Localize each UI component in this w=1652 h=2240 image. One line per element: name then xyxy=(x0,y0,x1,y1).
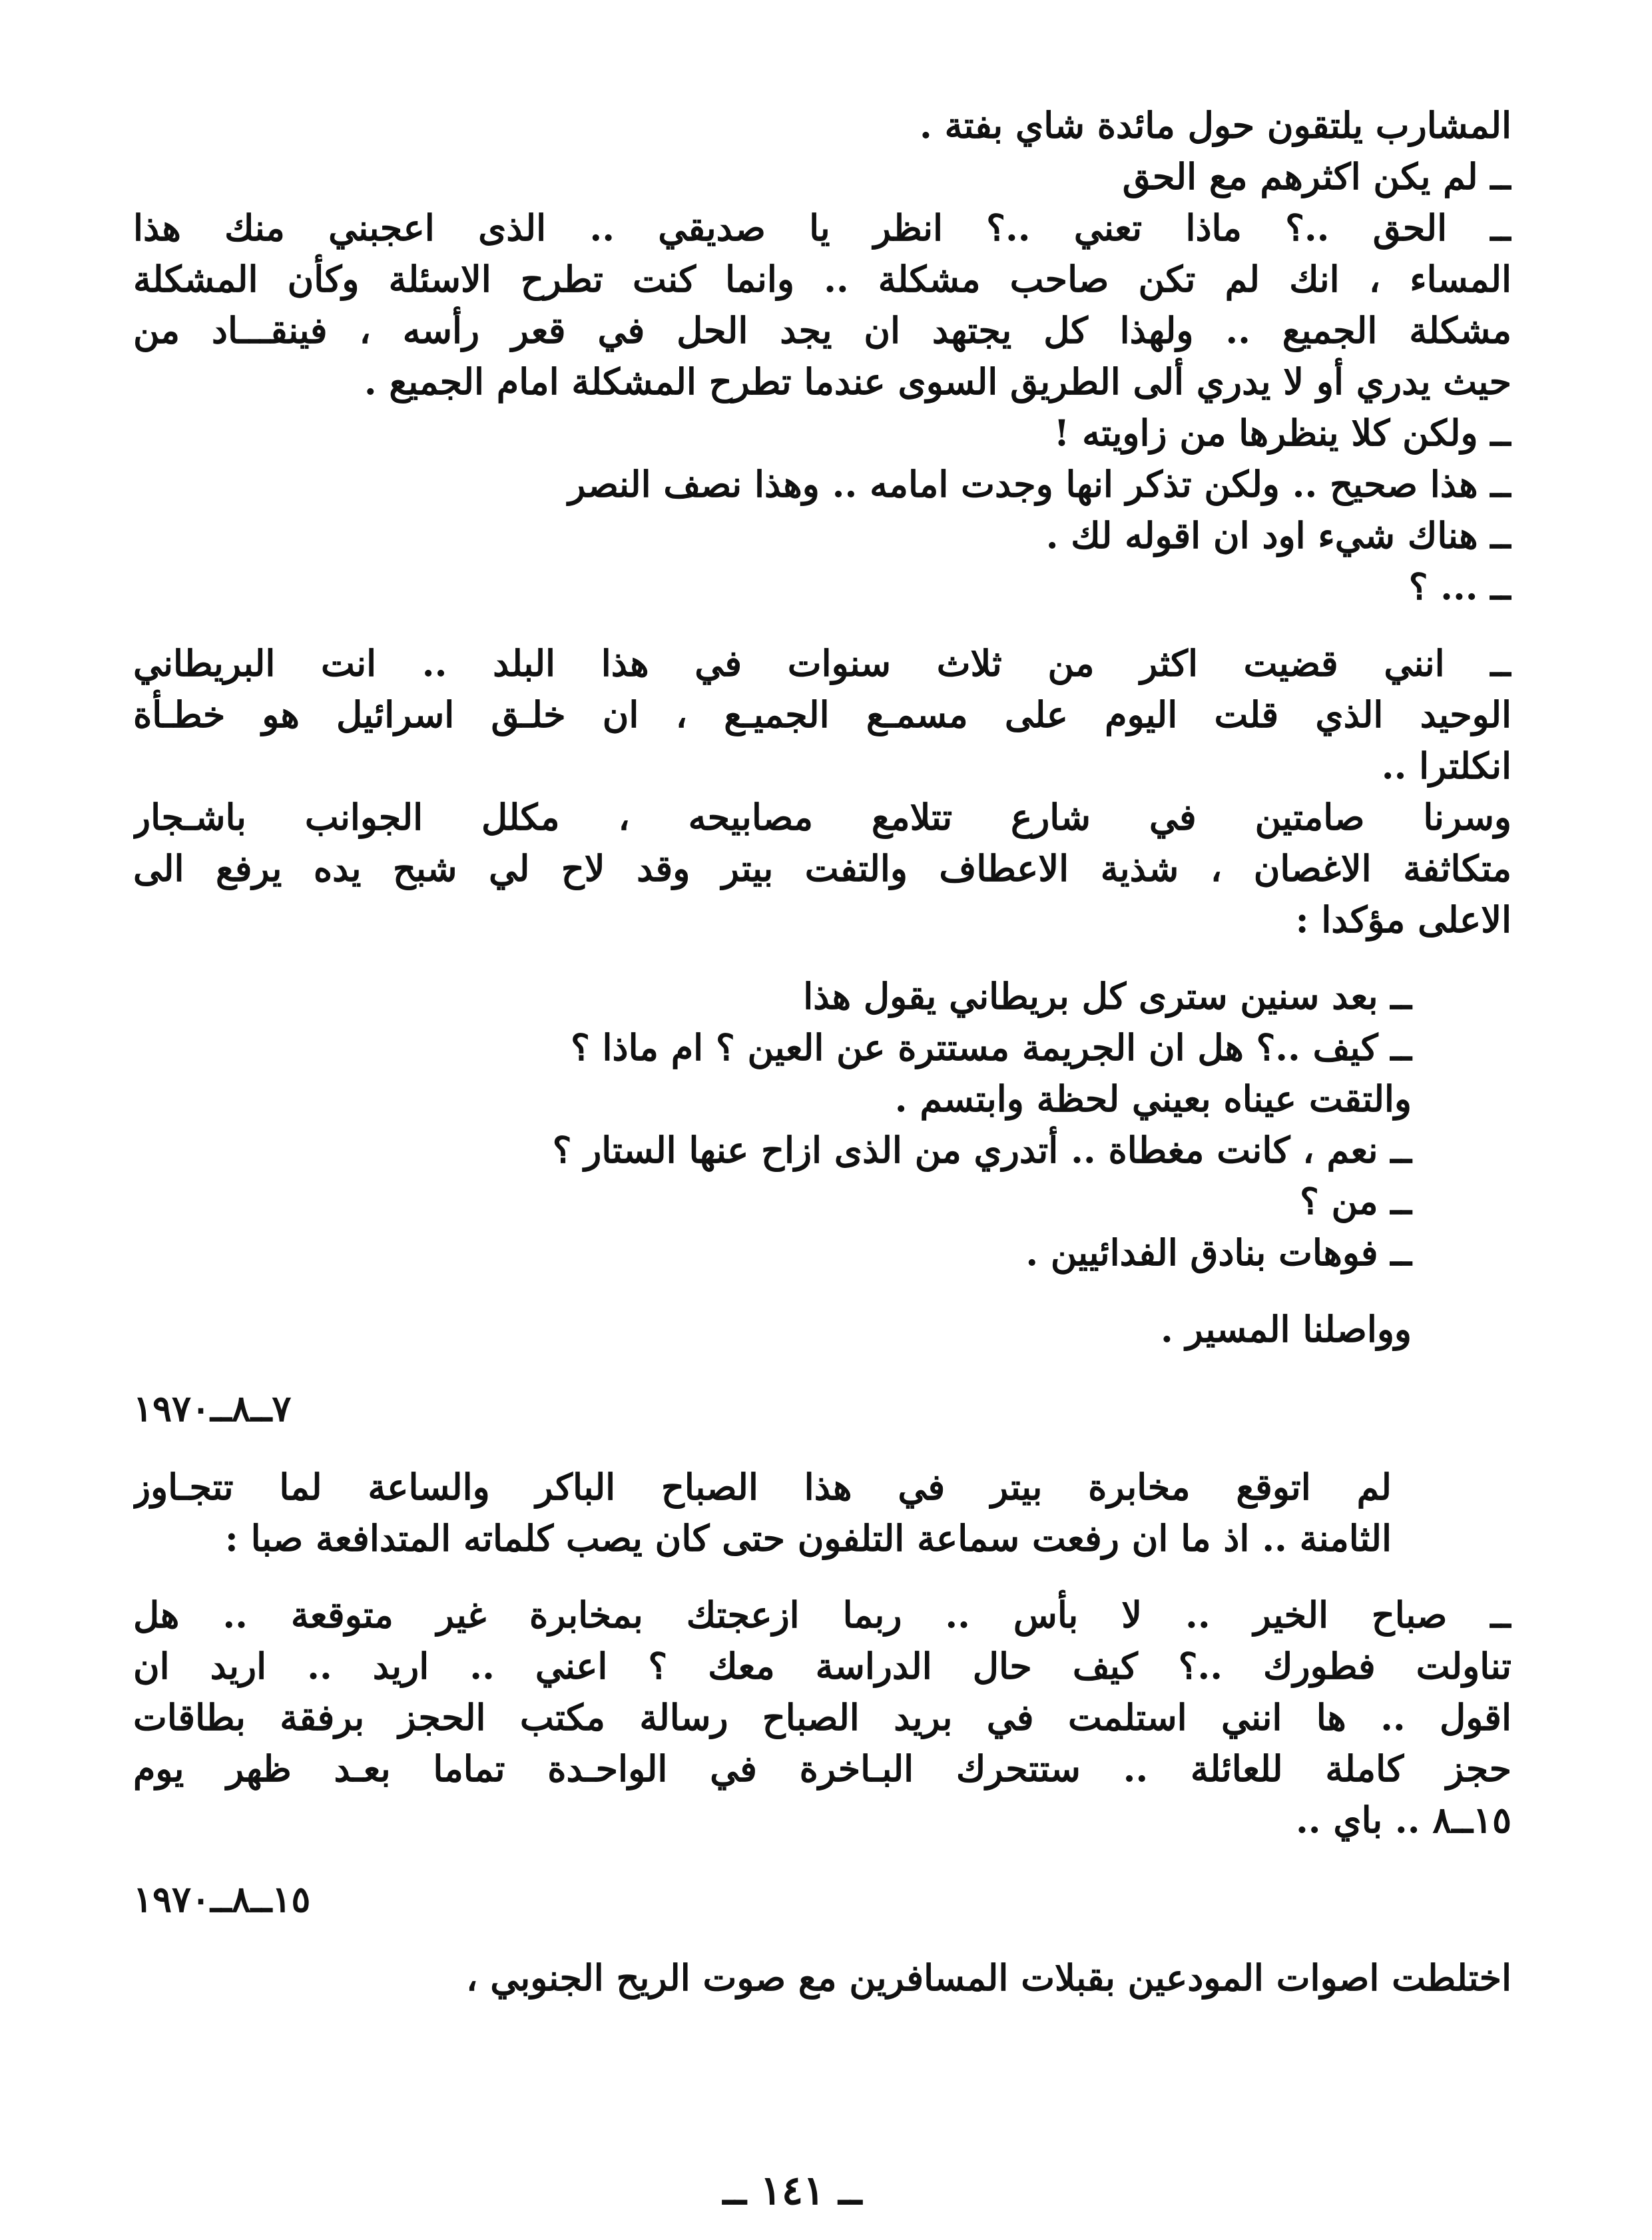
paragraph xyxy=(133,1227,1512,1278)
text-line: ــ صباح الخير .. لا بأس .. ربما ازعجتك بمخابرة غير متوقعة .. هل xyxy=(133,1593,1512,1636)
text-line: وواصلنا المسير . xyxy=(1161,1308,1412,1350)
text-line: الثامنة .. اذ ما ان رفعت سماعة التلفون حتى كان يصب كلماته المتدافعة صبا : xyxy=(224,1517,1392,1559)
text-line: لم اتوقع مخابرة بيتر في هذا الصباح الباكر والساعة لما تتجـاوز xyxy=(133,1466,1392,1508)
text-line: مشكلة الجميع .. ولهذا كل يجتهد ان يجد الحل في قعر رأسه ، فينقـــاد من xyxy=(133,309,1512,352)
text-line: المساء ، انك لم تكن صاحب مشكلة .. وانما كنت تطرح الاسئلة وكأن المشكلة xyxy=(133,258,1512,300)
text-line: الوحيد الذي قلت اليوم على مسمـع الجميـع ، ان خلـق اسرائيل هو خطـأة xyxy=(133,693,1512,736)
text-line: ــ هذا صحيح .. ولكن تذكر انها وجدت امامه .. وهذا نصف النصر xyxy=(568,463,1512,505)
text-line: ــ انني قضيت اكثر من ثلاث سنوات في هذا البلد .. انت البريطاني xyxy=(133,642,1512,685)
section-gap xyxy=(133,1355,1512,1382)
section-gap xyxy=(133,1435,1512,1462)
text-line: ــ كيف ..؟ هل ان الجريمة مستترة عن العين ؟ ام ماذا ؟ xyxy=(571,1026,1412,1069)
paragraph-gap xyxy=(133,1278,1512,1304)
text-line: المشارب يلتقون حول مائدة شاي بفتة . xyxy=(920,104,1512,146)
text-line: انكلترا .. xyxy=(1381,744,1512,787)
section-gap xyxy=(133,1926,1512,1952)
text-line: متكاثفة الاغصان ، شذية الاعطاف والتفت بيتر وقد لاح لي شبح يده يرفع الى xyxy=(133,847,1512,890)
text-line: حجز كاملة للعائلة .. ستتحرك البـاخرة في الواحـدة تماما بعـد ظهر يوم xyxy=(133,1747,1512,1790)
paragraph xyxy=(133,202,1512,408)
text-line: ــ فوهات بنادق الفدائيين . xyxy=(1025,1231,1412,1274)
paragraph xyxy=(133,459,1512,510)
text-line: ــ ... ؟ xyxy=(1408,565,1512,608)
paragraph-gap xyxy=(133,613,1512,638)
paragraph-gap xyxy=(133,1564,1512,1589)
text-line: الاعلى مؤكدا : xyxy=(1295,898,1512,941)
paragraph xyxy=(133,1462,1512,1564)
text-line: ــ بعد سنين سترى كل بريطاني يقول هذا xyxy=(803,975,1412,1017)
text-line: وسرنا صامتين في شارع تتلامع مصابيحه ، مكلل الجوانب باشـجار xyxy=(133,796,1512,838)
text-line: اقول .. ها انني استلمت في بريد الصباح رسالة مكتب الحجز برفقة بطاقات xyxy=(133,1696,1512,1739)
text-line: حيث يدري أو لا يدري ألى الطريق السوى عندما تطرح المشكلة امام الجميع . xyxy=(364,360,1512,403)
paragraph xyxy=(133,561,1512,613)
paragraph xyxy=(133,971,1512,1022)
paragraph xyxy=(133,1125,1512,1176)
text-line: ١٥ــ٨ .. باي .. xyxy=(1295,1799,1512,1841)
paragraph xyxy=(133,1022,1512,1073)
text-line: ــ الحق ..؟ ماذا تعني ..؟ انظر يا صديقي .. الذى اعجبني منك هذا xyxy=(133,206,1512,249)
date-heading: ١٥ــ٨ــ١٩٧٠ xyxy=(133,1878,311,1920)
paragraph xyxy=(133,151,1512,202)
page-number: ــ ١٤١ ــ xyxy=(722,2167,862,2214)
paragraph xyxy=(133,510,1512,561)
text-line: والتقت عيناه بعيني لحظة وابتسم . xyxy=(894,1077,1412,1120)
paragraph xyxy=(133,100,1512,151)
paragraph xyxy=(133,1176,1512,1227)
paragraph xyxy=(133,1304,1512,1355)
text-line: ــ من ؟ xyxy=(1300,1180,1412,1223)
paragraph xyxy=(133,408,1512,459)
date-heading: ٧ــ٨ــ١٩٧٠ xyxy=(133,1387,292,1430)
paragraph xyxy=(133,1073,1512,1125)
text-column xyxy=(133,100,1512,2004)
text-line: ــ هناك شيء اود ان اقوله لك . xyxy=(1045,514,1512,557)
text-line: ــ لم يكن اكثرهم مع الحق xyxy=(1122,155,1512,198)
text-line: تناولت فطورك ..؟ كيف حال الدراسة معك ؟ اعني .. اريد .. اريد ان xyxy=(133,1645,1512,1687)
paragraph xyxy=(133,1589,1512,1846)
paragraph xyxy=(133,638,1512,792)
section-gap xyxy=(133,1846,1512,1872)
text-line: ــ ولكن كلا ينظرها من زاويته ! xyxy=(1053,412,1512,454)
paragraph xyxy=(133,792,1512,946)
text-line: ــ نعم ، كانت مغطاة .. أتدري من الذى ازاح عنها الستار ؟ xyxy=(552,1129,1412,1171)
closing-line: اختلطت اصوات المودعين بقبلات المسافرين مع صوت الريح الجنوبي ، xyxy=(465,1956,1512,1999)
paragraph-gap xyxy=(133,946,1512,971)
